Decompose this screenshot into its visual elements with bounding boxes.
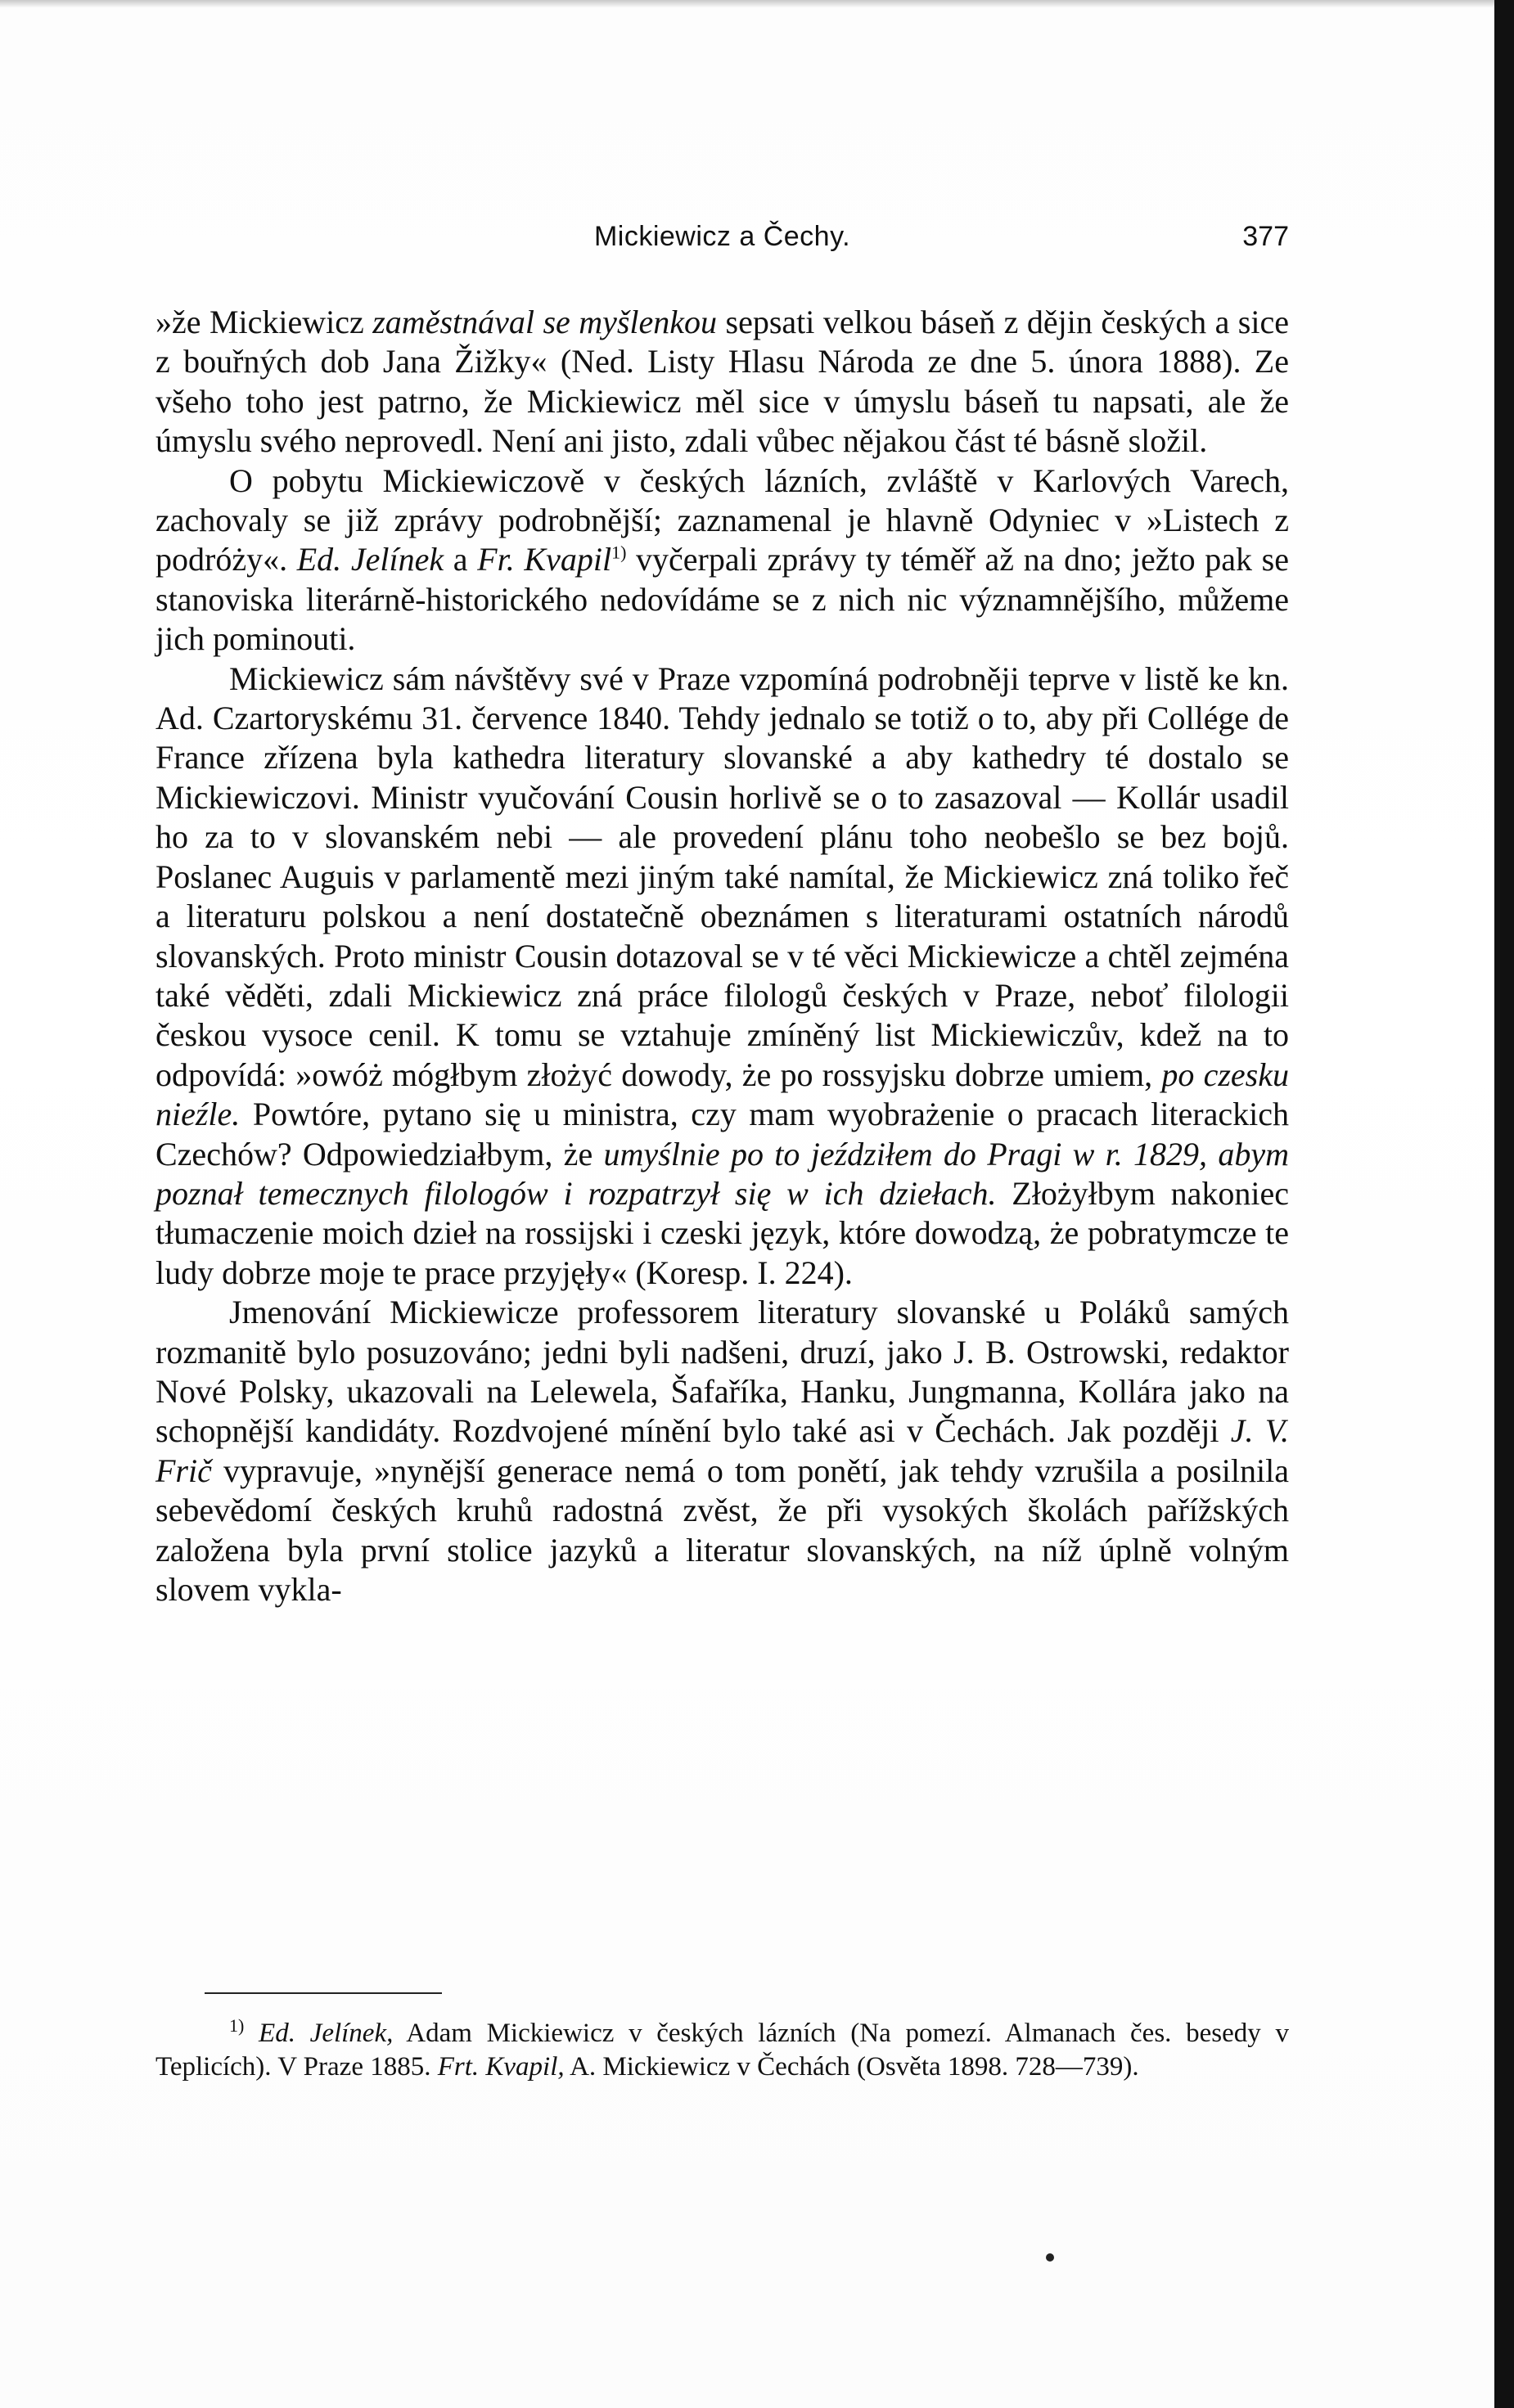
printer-mark — [1046, 2253, 1054, 2262]
paragraph — [155, 1293, 1289, 1609]
text-run: a — [444, 541, 478, 578]
text-run: vypravuje, »nynější generace nemá o tom ponětí, jak tehdy vzrušila a posilnila sebevědomí českých kruhů radostná zvěst, že při vysokých školách pařížských založena byla první stolice jazyků a literatur slovanských, na níž úplně volným slovem vykla- — [155, 1452, 1289, 1608]
text-run: sepsati velkou báseň z dějin českých a sice z bouřných dob Jana Žižky« (Ned. Listy Hlasu Národa ze dne 5. února 1888). Ze všeho toho jest patrno, že Mickiewicz měl sice v úmyslu báseň tu napsati, ale že úmyslu svého neprovedl. Není ani jisto, zdali vůbec nějakou část té básně složil. — [155, 304, 1289, 460]
text-run: vyčerpali zprávy ty téměř až na dno; ježto pak se stanoviska literárně-historického nedovídáme se z nich nic významnějšího, můžeme jich pominouti. — [155, 541, 1289, 658]
text-run: »že Mickiewicz — [155, 304, 373, 340]
italic-text: po czesku nieźle. — [155, 1055, 1289, 1133]
text-run: O pobytu Mickiewiczově v českých lázních, zvláště v Karlových Varech, zachovaly se již zprávy podrobnější; zaznamenal je hlavně Odyniec v »Listech z podróży«. — [155, 461, 1289, 578]
page-header — [155, 221, 1289, 270]
page-number: 377 — [1242, 221, 1289, 252]
italic-text: umyślnie po to jeździłem do Pragi w r. 1829, abym poznał temecznych filologów i rozpatrzył się w ich dziełach. — [155, 1135, 1289, 1212]
footnote-marker: 1) — [611, 542, 627, 564]
footnote — [155, 2017, 1289, 2084]
text-run: Powtóre, pytano się u ministra, czy mam wyobrażenie o pracach literackich Czechów? Odpowiedziałbym, że — [155, 1096, 1289, 1172]
paragraph — [155, 303, 1289, 461]
scan-top-edge — [0, 0, 1514, 8]
body-text — [155, 303, 1289, 1609]
text-run: A. Mickiewicz v Čechách (Osvěta 1898. 728—739). — [564, 2052, 1139, 2082]
italic-text: Ed. Jelínek, — [259, 2019, 394, 2048]
scan-right-edge — [1494, 0, 1514, 2408]
footnote-marker: 1) — [229, 2015, 245, 2036]
italic-text: zaměstnával se myšlenkou — [372, 304, 718, 340]
footnote-rule — [205, 1992, 442, 1994]
text-run — [244, 2019, 259, 2048]
italic-text: Frt. Kvapil, — [437, 2052, 565, 2082]
paragraph — [155, 461, 1289, 659]
italic-text: Fr. Kvapil — [477, 541, 612, 578]
italic-text: Ed. Jelínek — [296, 541, 444, 578]
text-run: Jmenování Mickiewicze professorem literatury slovanské u Poláků samých rozmanitě bylo posuzováno; jedni byli nadšeni, druzí, jako J. B. Ostrowski, redaktor Nové Polsky, ukazovali na Lelewela, Šafaříka, Hanku, Jungmanna, Kollára jako na schopnější kandidáty. Rozdvojené mínění bylo také asi v Čechách. Jak později — [155, 1294, 1289, 1450]
text-run: Złożyłbym nakoniec tłumaczenie moich dzieł na rossijski i czeski język, które dowodzą, że pobratymcze te ludy dobrze moje te prace przyjęły« (Koresp. I. 224). — [155, 1174, 1289, 1291]
italic-text: J. V. Frič — [155, 1412, 1290, 1489]
running-head: Mickiewicz a Čechy. — [593, 221, 851, 252]
paragraph — [155, 659, 1289, 1294]
text-run: Mickiewicz sám návštěvy své v Praze vzpomíná podrobněji teprve v listě ke kn. Ad. Czartoryskému 31. července 1840. Tehdy jednalo se totiž o to, aby při Collége de France zřízena byla kathedra literatury slovanské a aby kathedry té dostalo se Mickiewiczovi. Ministr vyučování Cousin horlivě se o to zasazoval — Kollár usadil ho za to v slovanském nebi — ale provedení plánu toho neobešlo se bez bojů. Poslanec Auguis v parlamentě mezi jiným také namítal, že Mickiewicz zná toliko řeč a literaturu polskou a není dostatečně obeznámen s literaturami ostatních národů slovanských. Proto ministr Cousin dotazoval se v té věci Mickiewicze a chtěl zejména také věděti, zdali Mickiewicz zná práce filologů českých v Praze, neboť filologii českou vysoce cenil. K tomu se vztahuje zmíněný list Mickiewiczův, kdež na to odpovídá: »owóż mógłbym złożyć dowody, że po rossyjsku dobrze umiem, — [155, 659, 1289, 1093]
text-run: Adam Mickiewicz v českých lázních (Na pomezí. Almanach čes. besedy v Teplicích). V Praze 1885. — [155, 2019, 1289, 2082]
